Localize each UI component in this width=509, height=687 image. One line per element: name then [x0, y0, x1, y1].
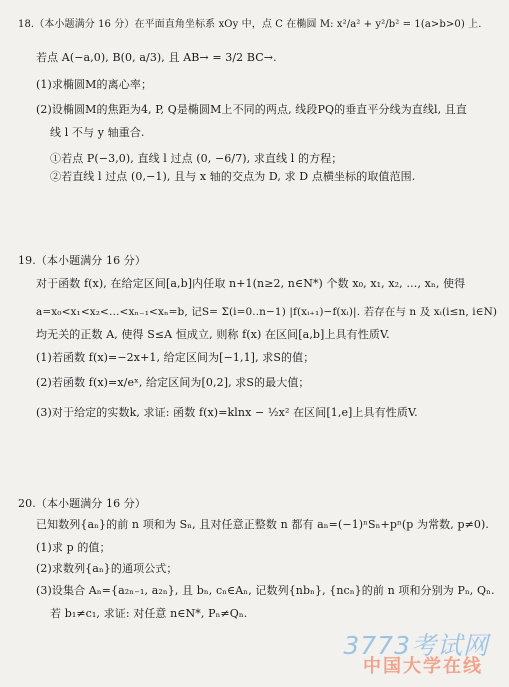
q18-part2-line2: 线 l 不与 y 轴重合.: [50, 126, 145, 139]
q19-line2: a=x₀<x₁<x₂<…<xₙ₋₁<xₙ=b, 记S= Σ(i=0..n−1) |f(xᵢ₊₁)−f(xᵢ)|. 若存在与 n 及 xᵢ(i≤n, i∈N): [36, 306, 498, 318]
watermark-site-logo: 3773考试网: [343, 631, 489, 660]
q18-sub1: ①若点 P(−3,0), 直线 l 过点 (0, −6/7), 求直线 l 的方程；: [50, 152, 343, 165]
q18-condition: 若点 A(−a,0), B(0, a/3), 且 AB→ = 3/2 BC→.: [36, 51, 277, 64]
q19-heading: 19.（本小题满分 16 分）: [18, 254, 146, 267]
q20-part2: (2)求数列{aₙ}的通项公式；: [36, 562, 178, 575]
watermark-subtitle: 中国大学在线: [363, 656, 483, 677]
q19-line1: 对于函数 f(x), 在给定区间[a,b]内任取 n+1(n≥2, n∈N*) 个数 x₀, x₁, x₂, …, xₙ, 使得: [36, 277, 466, 290]
q19-part2: (2)若函数 f(x)=x/eˣ, 给定区间为[0,2], 求S的最大值；: [36, 376, 310, 389]
q20-line1: 已知数列{aₙ}的前 n 项和为 Sₙ, 且对任意正整数 n 都有 aₙ=(−1)ⁿSₙ+pⁿ(p 为常数, p≠0).: [36, 518, 490, 531]
q20-heading: 20.（本小题满分 16 分）: [18, 497, 146, 510]
q18-heading: 18.（本小题满分 16 分）在平面直角坐标系 xOy 中，点 C 在椭圆 M: x²/a² + y²/b² = 1(a>b>0) 上.: [18, 19, 482, 30]
q18-part2-line1: (2)设椭圆M的焦距为4, P, Q是椭圆M上不同的两点, 线段PQ的垂直平分线为直线l, 且直: [36, 103, 468, 116]
q20-part1: (1)求 p 的值；: [36, 541, 111, 554]
q18-sub2: ②若直线 l 过点 (0,−1), 且与 x 轴的交点为 D, 求 D 点横坐标的取值范围.: [50, 170, 416, 183]
q19-part3: (3)对于给定的实数k, 求证: 函数 f(x)=klnx − ½x² 在区间[1,e]上具有性质V.: [36, 406, 418, 419]
q19-line3: 均无关的正数 A, 使得 S≤A 恒成立, 则称 f(x) 在区间[a,b]上具有性质V.: [36, 328, 390, 341]
q20-part3-line2: 若 b₁≠c₁, 求证: 对任意 n∈N*, Pₙ≠Qₙ.: [50, 607, 248, 620]
q19-part1: (1)若函数 f(x)=−2x+1, 给定区间为[−1,1], 求S的值；: [36, 351, 315, 364]
q20-part3: (3)设集合 Aₙ={a₂ₙ₋₁, a₂ₙ}, 且 bₙ, cₙ∈Aₙ, 记数列{nbₙ}, {ncₙ}的前 n 项和分别为 Pₙ, Qₙ.: [36, 584, 495, 597]
q18-part1: (1)求椭圆M的离心率；: [36, 78, 153, 91]
